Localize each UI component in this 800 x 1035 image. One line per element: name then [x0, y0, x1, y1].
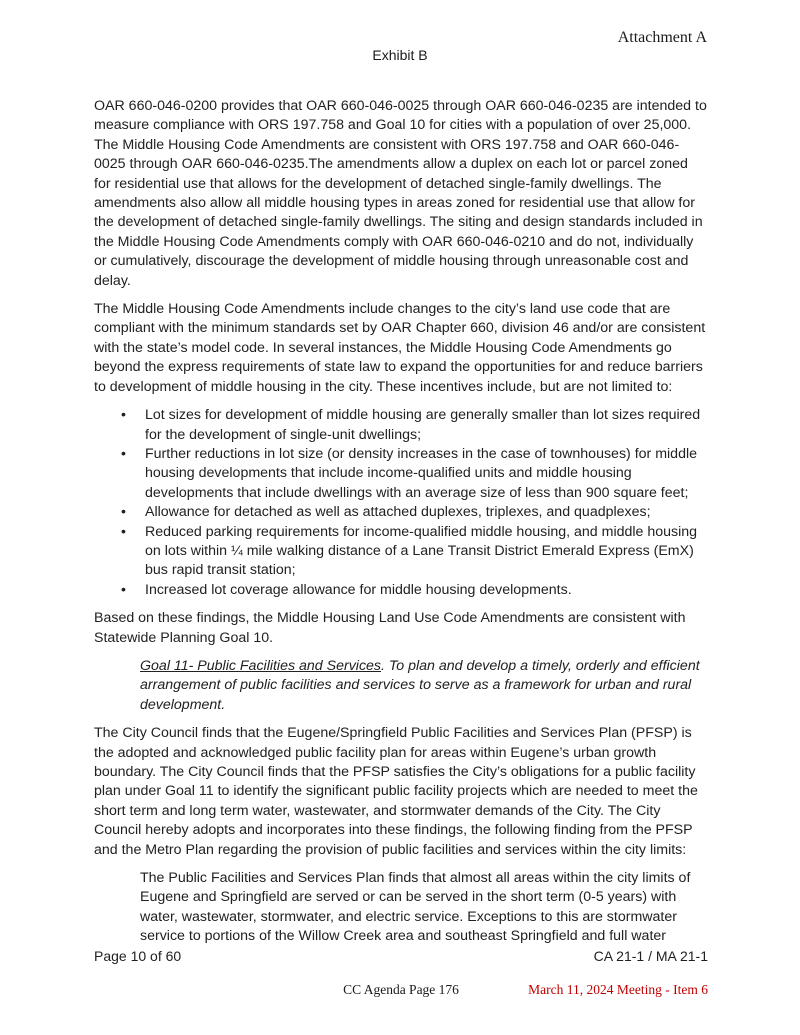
- list-item: • Reduced parking requirements for income-qualified middle housing, and middle housing on lots within ¼ mile walking distance of a Lane Transit District Emerald Express (EmX) bus rapid transit station;: [94, 523, 708, 581]
- list-item: • Lot sizes for development of middle housing are generally smaller than lot sizes required for the development of single-unit dwellings;: [94, 406, 708, 445]
- goal11-heading: Goal 11- Public Facilities and Services: [140, 657, 382, 674]
- page-number-label: Page 10 of 60: [94, 948, 182, 964]
- paragraph-pfsp-finding: The Public Facilities and Services Plan finds that almost all areas within the city limits of Eugene and Springfield are served or can be served in the short term (0-5 years) with water, wastewater, stormwater, and electric service. Exceptions to this are stormwater service to portions of the Willow Creek area and southeast Springfield and full water: [140, 870, 691, 945]
- list-item: • Increased lot coverage allowance for middle housing developments.: [94, 581, 708, 600]
- document-body: [94, 97, 708, 947]
- list-item: • Allowance for detached as well as attached duplexes, triplexes, and quadplexes;: [94, 503, 708, 522]
- meeting-date-label: March 11, 2024 Meeting - Item 6: [528, 982, 708, 997]
- incentives-list: [94, 406, 708, 600]
- attachment-header: Attachment A: [617, 29, 707, 46]
- paragraph-findings-goal10: Based on these findings, the Middle Housing Land Use Code Amendments are consistent with Statewide Planning Goal 10.: [94, 610, 686, 646]
- goal11-quote: [140, 657, 708, 715]
- case-number-label: CA 21-1 / MA 21-1: [593, 948, 708, 964]
- paragraph-code-amendments: The Middle Housing Code Amendments include changes to the city’s land use code that are compliant with the minimum standards set by OAR Chapter 660, division 46 and/or are consistent with the state’s model code. In several instances, the Middle Housing Code Amendments go beyond the express requirements of state law to expand the opportunities for and reduce barriers to development of middle housing in the city. These incentives include, but are not limited to:: [94, 301, 706, 395]
- footer-row-1: [94, 948, 708, 964]
- agenda-page-label: CC Agenda Page 176: [343, 982, 459, 997]
- paragraph-oar-compliance: OAR 660-046-0200 provides that OAR 660-046-0025 through OAR 660-046-0235 are intended to measure compliance with ORS 197.758 and Goal 10 for cities with a population of over 25,000. The Middle Housing Code Amendments are consistent with ORS 197.758 and OAR 660-046-0025 through OAR 660-046-0235.The amendments allow a duplex on each lot or parcel zoned for residential use that allows for the development of detached single-family dwellings. The amendments also allow all middle housing types in areas zoned for residential use that allow for the development of detached single-family dwellings. The siting and design standards included in the Middle Housing Code Amendments comply with OAR 660-046-0210 and do not, individually or cumulatively, discourage the development of middle housing through unreasonable cost and delay.: [94, 98, 707, 289]
- exhibit-header: Exhibit B: [372, 47, 428, 63]
- paragraph-city-council-pfsp: The City Council finds that the Eugene/Springfield Public Facilities and Services Plan (PFSP) is the adopted and acknowledged public facility plan for areas within Eugene’s urban growth boundary. The City Council finds that the PFSP satisfies the City’s obligations for a public facility plan under Goal 11 to identify the significant public facility projects which are needed to meet the short term and long term water, wastewater, and stormwater demands of the City. The City Council hereby adopts and incorporates into these findings, the following finding from the PFSP and the Metro Plan regarding the provision of public facilities and services within the city limits:: [94, 725, 698, 858]
- goal11-text: . To plan and develop a timely, orderly and efficient arrangement of public facilities and services to serve as a framework for urban and rural development.: [140, 657, 700, 713]
- list-item: • Further reductions in lot size (or density increases in the case of townhouses) for middle housing developments that include income-qualified units and middle housing developments that include dwellings with an average size of less than 900 square feet;: [94, 445, 708, 503]
